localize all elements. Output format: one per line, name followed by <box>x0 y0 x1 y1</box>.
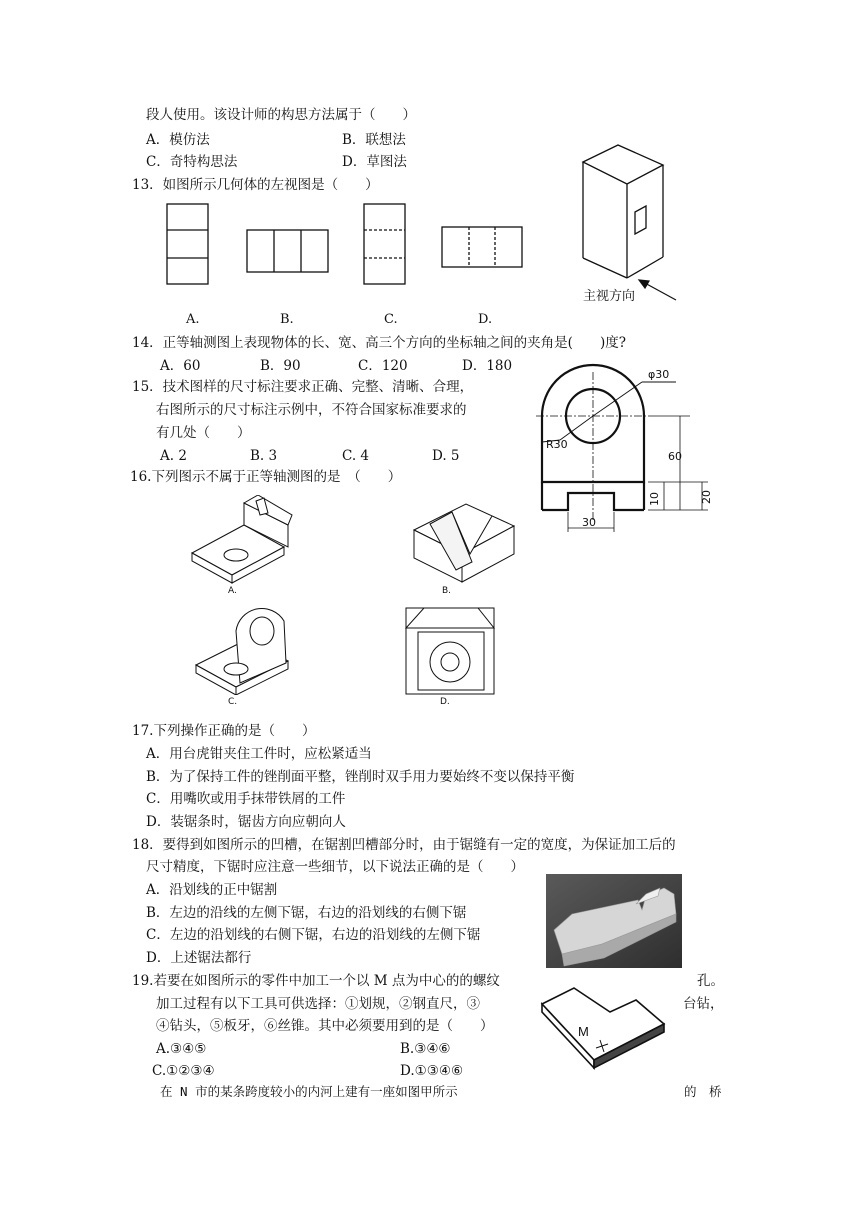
q18-option-a[interactable]: A．沿划线的正中锯割 <box>146 882 278 898</box>
q13-view-c <box>364 204 405 284</box>
q12-option-d[interactable]: D．草图法 <box>342 154 407 170</box>
q17-option-c[interactable]: C．用嘴吹或用手抹带铁屑的工件 <box>146 791 346 807</box>
q14-option-b[interactable]: B．90 <box>260 358 301 374</box>
q17-option-b[interactable]: B．为了保持工件的锉削面平整，锉削时双手用力要始终不变以保持平衡 <box>146 769 575 785</box>
q16-figure-a <box>188 495 298 585</box>
q16-figure-d <box>404 604 496 696</box>
dim-width-30: 30 <box>582 516 596 529</box>
q12-option-b[interactable]: B．联想法 <box>342 132 406 148</box>
q13-view-d <box>442 227 522 267</box>
q18-photo <box>546 874 682 968</box>
q15-line3: 有几处（ ） <box>156 425 251 441</box>
q15-option-a[interactable]: A. 2 <box>160 448 187 464</box>
view-direction-arrow <box>639 280 676 300</box>
q16-label-b[interactable]: B. <box>442 586 452 596</box>
q20-intro-right: 的 桥 <box>684 1084 722 1099</box>
q19-line2-right: 台钻， <box>683 996 724 1012</box>
q12-tail: 段人使用。该设计师的构思方法属于（ ） <box>146 107 416 123</box>
q18-option-c[interactable]: C．左边的沿划线的右侧下锯，右边的沿划线的左侧下锯 <box>146 927 481 943</box>
q13-stem: 13．如图所示几何体的左视图是（ ） <box>132 177 379 193</box>
q14-option-c[interactable]: C．120 <box>358 358 408 374</box>
q16-label-d[interactable]: D. <box>440 697 450 707</box>
q17-option-a[interactable]: A．用台虎钳夹住工件时，应松紧适当 <box>146 746 372 762</box>
q14-option-d[interactable]: D．180 <box>462 358 513 374</box>
q20-intro-left: 在 N 市的某条跨度较小的内河上建有一座如图甲所示 <box>160 1084 458 1099</box>
q19-part-figure <box>538 984 670 1084</box>
q17-stem: 17.下列操作正确的是（ ） <box>132 723 316 739</box>
q14-stem: 14．正等轴测图上表现物体的长、宽、高三个方向的坐标轴之间的夹角是( )度? <box>132 335 626 351</box>
q15-option-c[interactable]: C. 4 <box>342 448 370 464</box>
q13-view-a <box>167 204 208 284</box>
q14-option-a[interactable]: A．60 <box>160 358 201 374</box>
q16-stem: 16.下列图示不属于正等轴测图的是 （ ） <box>130 469 402 485</box>
q19-option-b[interactable]: B.③④⑥ <box>400 1041 451 1057</box>
dim-height-10: 10 <box>648 492 661 506</box>
q16-label-a[interactable]: A. <box>228 586 237 596</box>
q15-option-d[interactable]: D. 5 <box>432 448 460 464</box>
q19-line3: ④钻头，⑤板牙，⑥丝锥。其中必须要用到的是（ ） <box>156 1018 494 1034</box>
q13-label-c[interactable]: C. <box>384 312 398 327</box>
q18-line2: 尺寸精度，下锯时应注意一些细节，以下说法正确的是（ ） <box>146 859 524 875</box>
q19-option-a[interactable]: A.③④⑤ <box>156 1041 207 1057</box>
dim-radius-30: R30 <box>546 438 568 451</box>
q13-label-d[interactable]: D. <box>478 312 493 327</box>
q19-option-d[interactable]: D.①③④⑥ <box>400 1063 464 1079</box>
view-direction-label: 主视方向 <box>583 289 636 304</box>
dim-diameter-30: φ30 <box>648 368 670 381</box>
q16-figure-b <box>410 492 520 587</box>
q17-option-d[interactable]: D．装锯条时，锯齿方向应朝向人 <box>146 814 346 830</box>
q12-option-c[interactable]: C．奇特构思法 <box>146 154 238 170</box>
q13-block-figure <box>575 140 690 310</box>
q15-line1: 15．技术图样的尺寸标注要求正确、完整、清晰、合理， <box>132 379 474 395</box>
q16-figure-c <box>192 603 302 695</box>
q19-line1-left: 19.若要在如图所示的零件中加工一个以 M 点为中心的的螺纹 <box>132 973 500 989</box>
q18-option-d[interactable]: D．上述锯法都行 <box>146 950 252 966</box>
q12-option-a[interactable]: A．模仿法 <box>146 132 210 148</box>
q18-option-b[interactable]: B．左边的沿线的左侧下锯，右边的沿划线的右侧下锯 <box>146 905 467 921</box>
dim-height-20: 20 <box>700 490 713 504</box>
dim-height-60: 60 <box>668 450 682 463</box>
q13-label-b[interactable]: B. <box>280 312 294 327</box>
q13-view-b <box>247 230 328 272</box>
q13-option-views <box>160 198 530 290</box>
q15-option-b[interactable]: B. 3 <box>250 448 278 464</box>
q15-line2: 右图所示的尺寸标注示例中，不符合国家标准要求的 <box>156 402 467 418</box>
q19-line2-left: 加工过程有以下工具可供选择：①划规，②钢直尺，③ <box>156 996 480 1012</box>
q16-label-c[interactable]: C. <box>228 697 238 707</box>
m-point-label: M <box>578 1024 589 1039</box>
q19-line1-right: 孔。 <box>697 973 724 989</box>
q13-label-a[interactable]: A. <box>186 312 200 327</box>
q15-dimension-drawing <box>530 360 720 540</box>
q18-line1: 18．要得到如图所示的凹槽，在锯割凹槽部分时，由于锯缝有一定的宽度，为保证加工后的 <box>132 837 676 853</box>
q19-option-c[interactable]: C.①②③④ <box>152 1063 215 1079</box>
